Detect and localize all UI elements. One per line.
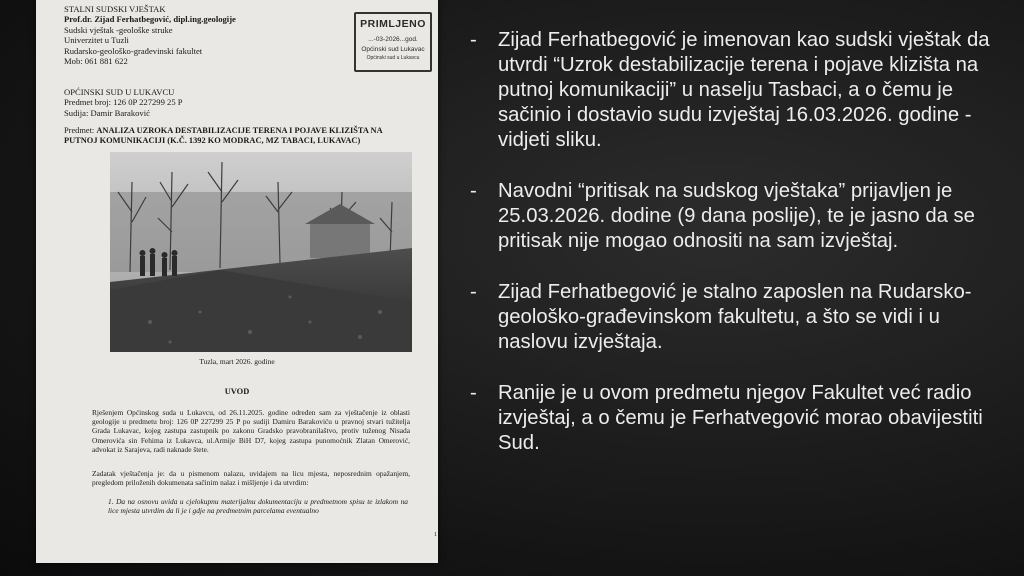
bullet-item <box>470 179 990 254</box>
bullet-item <box>470 381 990 456</box>
header-line: Univerzitet u Tuzli <box>64 35 129 46</box>
court-line: Predmet broj: 126 0P 227299 25 P <box>64 97 183 108</box>
bullet-item <box>470 28 990 153</box>
landslide-photo <box>110 152 412 352</box>
header-line: Mob: 061 881 622 <box>64 56 128 67</box>
header-line: STALNI SUDSKI VJEŠTAK <box>64 4 166 14</box>
header-line: Prof.dr. Zijad Ferhatbegović, dipl.ing.geologije <box>64 14 236 25</box>
stamp-title: PRIMLJENO <box>360 18 426 30</box>
header-line: Sudski vještak -geološke struke <box>64 24 173 35</box>
bullet-text: Ranije je u ovom predmetu njegov Fakultet već radio izvještaj, a o čemu je Ferhatvegović morao obavijestiti Sud. <box>498 382 983 454</box>
court-line: Sudija: Damir Baraković <box>64 107 150 118</box>
header-line: Rudarsko-geološko-građevinski fakultet <box>64 45 203 56</box>
task-paragraph: Zadatak vještačenja je: da u pismenom nalazu, uvidajem na licu mjesta, neposrednim opažanjem, pregledom priloženih dokumenata sačinim nalaz i mišljenje i da utvrdim: <box>92 469 410 488</box>
court-info <box>64 87 183 118</box>
subject-block <box>64 126 412 146</box>
landslide-photo-image <box>110 152 412 352</box>
bullet-text: Navodni “pritisak na sudskog vještaka” prijavljen je 25.03.2026. dodine (9 dana poslije), te je jasno da se pritisak nije mogao odnositi na sam izvještaj. <box>498 180 975 252</box>
stamp-sub: Općinski sud u Lukavcu <box>366 55 420 61</box>
task-item-paragraph: 1. Da na osnovu uvida u cjelokupnu materijalnu dokumentaciju u predmetnom spisu te izlakom na lice mjesta utvrdim da li je i gdje na predmetnim parcelama eventualno <box>108 497 408 516</box>
bullet-marker: - <box>470 29 477 51</box>
section-title: UVOD <box>224 387 250 396</box>
subject-label: Predmet: <box>64 126 95 135</box>
subject-title: ANALIZA UZROKA DESTABILIZACIJE TERENA I POJAVE KLIZIŠTA NA PUTNOJ KOMUNIKACIJI (K.Č. 1392 KO MODRAC, MZ TABACI, LUKAVAC) <box>64 126 383 145</box>
page-number: 1 <box>434 532 437 538</box>
bullet-marker: - <box>470 382 477 404</box>
stamp-court: Općinski sud Lukavac <box>361 46 425 53</box>
expert-header <box>64 4 236 66</box>
bullet-item <box>470 280 990 355</box>
intro-paragraph: Rješenjem Općinskog suda u Lukavcu, od 26.11.2025. godine određen sam za vještačenje iz oblasti geologije u predmetu broj: 126 0P 227299 25 P po sudiji Damiru Barakoviću u pravnoj stvari tužitelja Grada Lukavac, kojeg zastupa zastupnik po zakonu Gradsko pravobranilaštvo, protiv tuženog Nisada Omerovića sin Fehima iz Lukavca, ul.Armije BiH D7, kojeg zastupa punomoćnik Zlatan Omerović, advokat iz Sarajeva, radi naknade štete. <box>92 408 410 454</box>
bullet-list <box>470 28 990 482</box>
bullet-marker: - <box>470 180 477 202</box>
bullet-text: Zijad Ferhatbegović je stalno zaposlen na Rudarsko-geološko-građevinskom fakultetu, a što se vidi i u naslovu izvještaja. <box>498 281 972 353</box>
photo-caption: Tuzla, mart 2026. godine <box>199 357 275 366</box>
stamp-date: ...-03-2026...god. <box>368 36 418 43</box>
court-line: OPĆINSKI SUD U LUKAVCU <box>64 87 175 97</box>
bullet-text: Zijad Ferhatbegović je imenovan kao sudski vještak da utvrdi “Uzrok destabilizacije terena i pojave klizišta na putnoj komunikaciji” u naselju Tasbaci, a o čemu je sačinio i dostavio sudu izvještaj 16.03.2026. godine - vidjeti sliku. <box>498 29 990 151</box>
bullet-marker: - <box>470 281 477 303</box>
document-scan <box>36 0 438 563</box>
received-stamp <box>354 12 432 72</box>
